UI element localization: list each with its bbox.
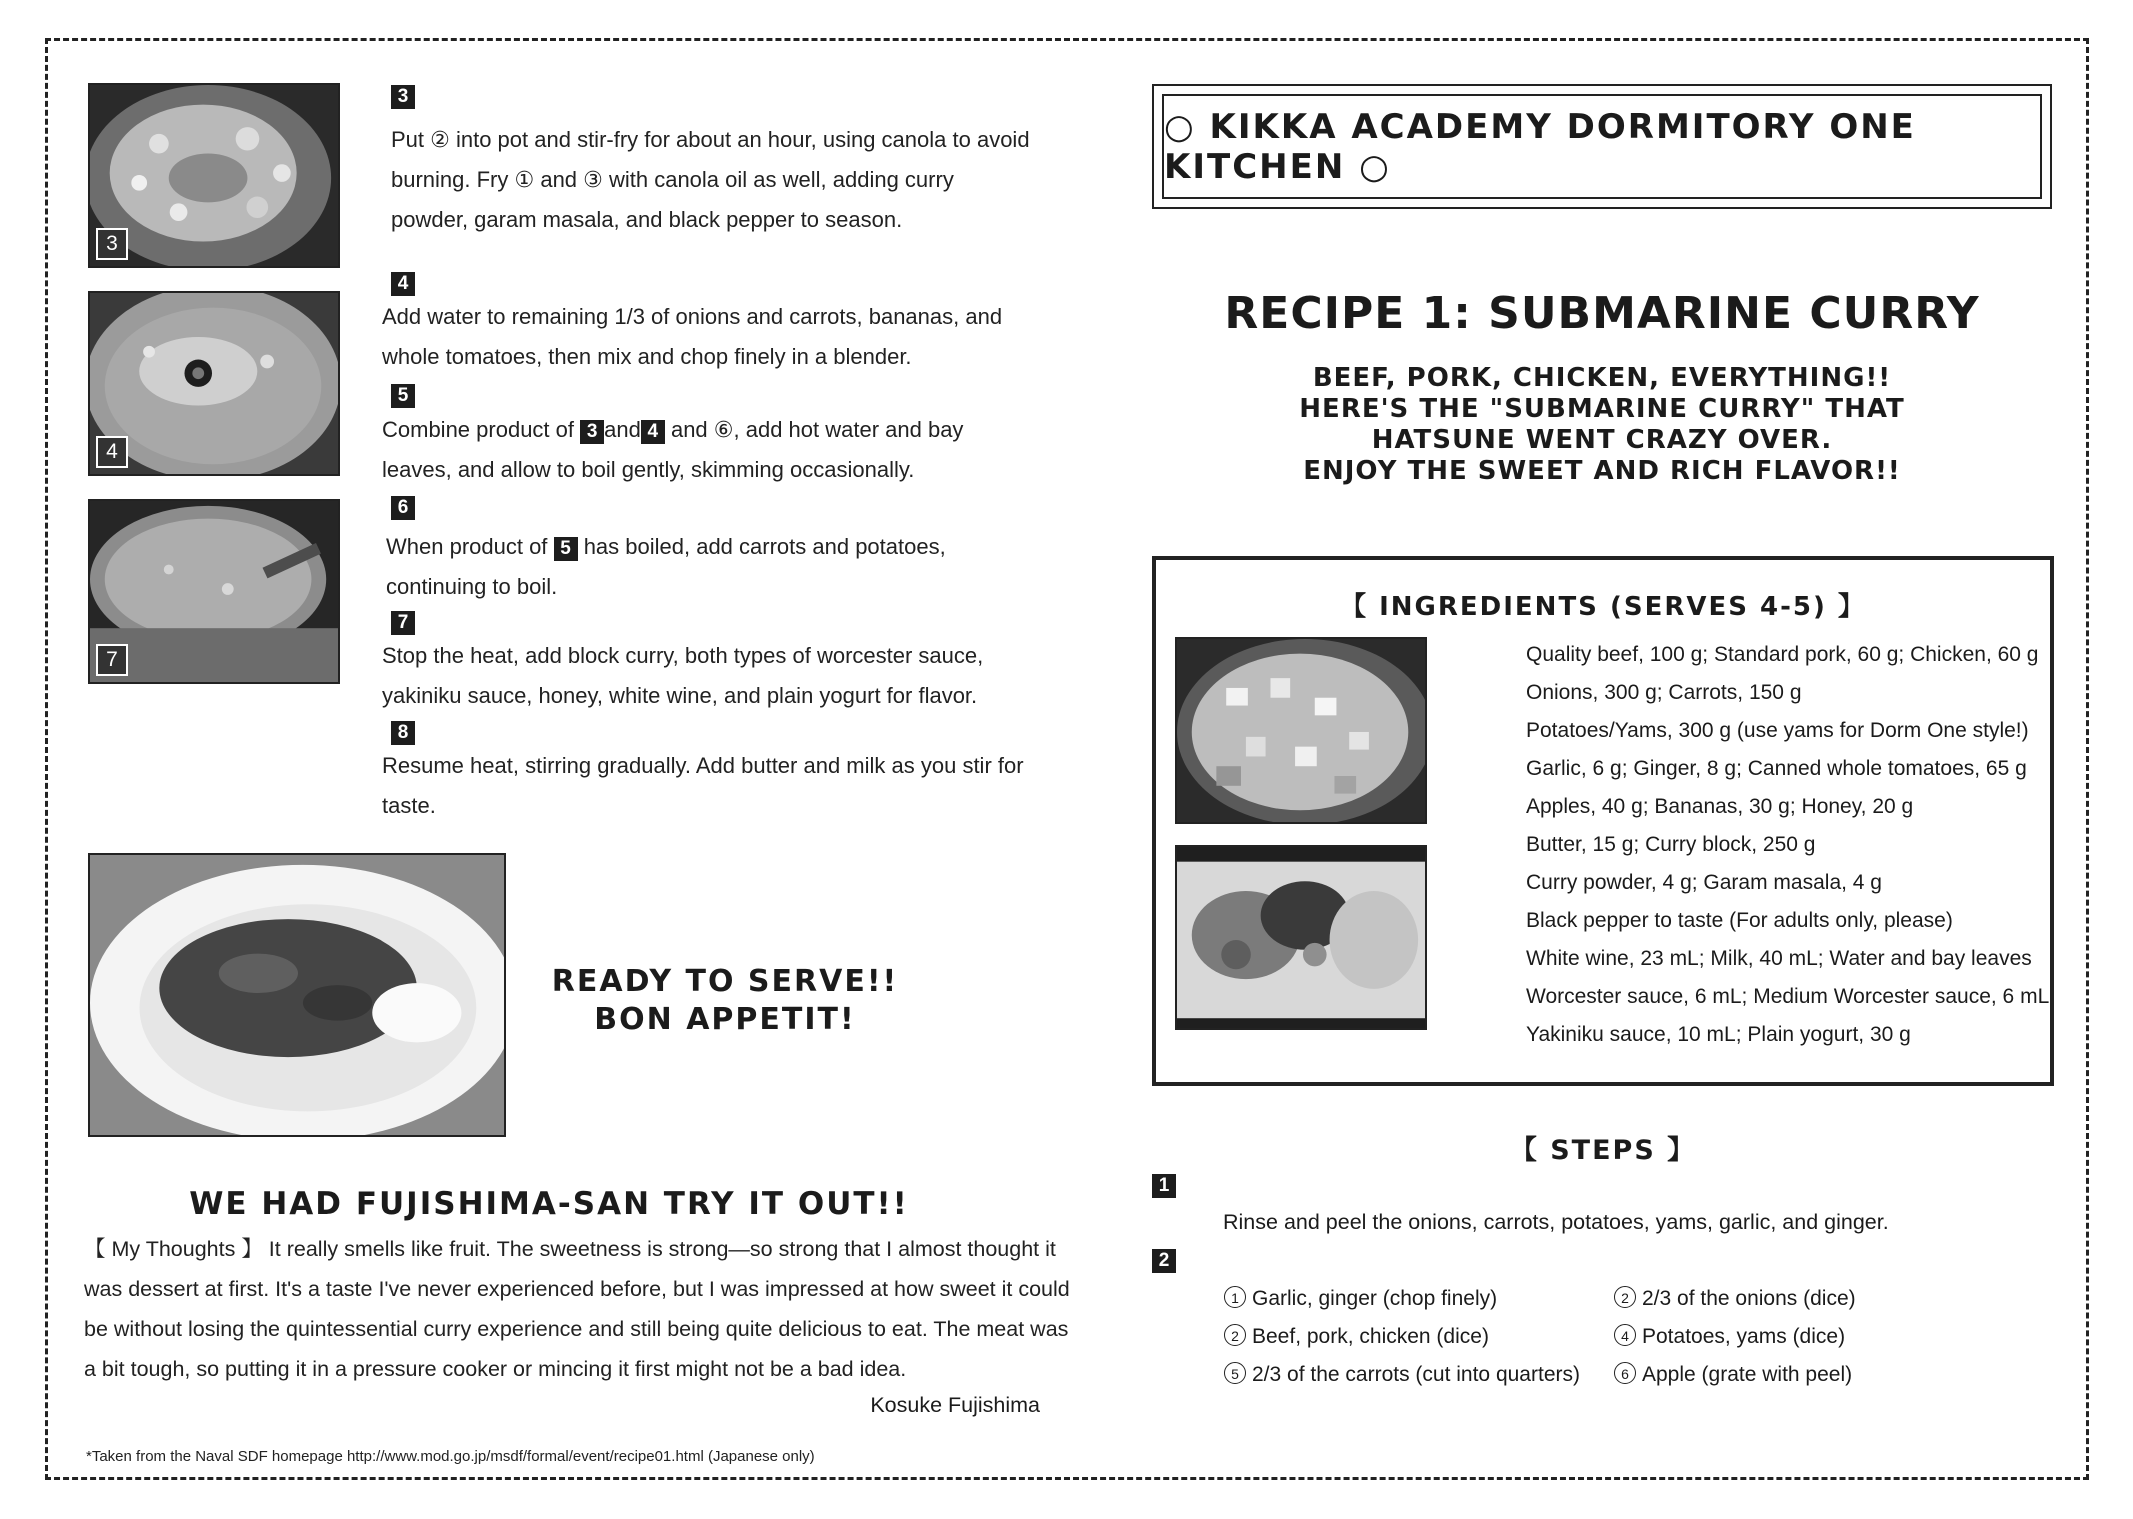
serve-line-2: BON APPETIT! — [594, 1002, 856, 1037]
step-4-line: whole tomatoes, then mix and chop finely in a blender. — [382, 344, 912, 369]
step-7-line: Stop the heat, add block curry, both types of worcester sauce, — [382, 643, 984, 668]
review-heading: WE HAD FUJISHIMA-SAN TRY IT OUT!! — [189, 1186, 909, 1222]
ingredient-item: Potatoes/Yams, 300 g (use yams for Dorm One style!) — [1526, 719, 2029, 742]
circled-number: 6 — [1614, 1362, 1636, 1384]
step-4-text — [382, 297, 1062, 377]
photo-step-7 — [88, 499, 340, 684]
ingredient-item: White wine, 23 mL; Milk, 40 mL; Water and bay leaves — [1526, 947, 2032, 970]
step-5-ref-a: 3 — [580, 420, 604, 444]
review-line: be without losing the quintessential curry experience and still being quite delicious to eat. The meat was — [84, 1317, 1069, 1341]
photo-finished-curry — [88, 853, 506, 1137]
step-8-number-badge — [391, 721, 415, 745]
review-author: Kosuke Fujishima — [870, 1393, 1040, 1417]
step-7-text — [382, 636, 1082, 716]
step-3-line: Put ② into pot and stir-fry for about an hour, using canola to avoid — [391, 127, 1030, 152]
step-6-text — [386, 527, 1086, 607]
ingredient-item: Garlic, 6 g; Ginger, 8 g; Canned whole tomatoes, 65 g — [1526, 757, 2027, 780]
step-2-number-badge — [1152, 1249, 1176, 1273]
step-7-number-badge — [391, 611, 415, 635]
prep-text: Apple (grate with peel) — [1642, 1363, 1853, 1386]
ingredients-list — [1526, 636, 2049, 1054]
recipe-intro — [1152, 363, 2052, 487]
step-8-line: taste. — [382, 793, 436, 818]
kitchen-title: ○ KIKKA ACADEMY DORMITORY ONE KITCHEN ○ — [1162, 94, 2042, 199]
circled-number: 2 — [1614, 1286, 1636, 1308]
step-5-and: and — [604, 417, 641, 442]
ingredient-item: Black pepper to taste (For adults only, please) — [1526, 909, 1953, 932]
circled-number: 1 — [1224, 1286, 1246, 1308]
footnote: *Taken from the Naval SDF homepage http://www.mod.go.jp/msdf/formal/event/recipe01.html (Japanese only) — [86, 1448, 815, 1465]
step-5-pre: Combine product of — [382, 417, 574, 442]
step-3-line: powder, garam masala, and black pepper to season. — [391, 207, 903, 232]
step-4-line: Add water to remaining 1/3 of onions and carrots, bananas, and — [382, 304, 1003, 329]
photo-chopped-vegetables — [1175, 637, 1427, 824]
ingredient-item: Onions, 300 g; Carrots, 150 g — [1526, 681, 1802, 704]
review-line: was dessert at first. It's a taste I've never experienced before, but I was impressed at how sweet it could — [84, 1277, 1070, 1301]
prep-text: Beef, pork, chicken (dice) — [1252, 1325, 1489, 1348]
prep-text: Garlic, ginger (chop finely) — [1252, 1287, 1498, 1310]
prep-item — [1224, 1362, 1580, 1387]
intro-line: HATSUNE WENT CRAZY OVER. — [1371, 425, 1833, 455]
step-3-line: burning. Fry ① and ③ with canola oil as well, adding curry — [391, 167, 954, 192]
prep-item — [1614, 1286, 1856, 1311]
intro-line: HERE'S THE "SUBMARINE CURRY" THAT — [1299, 394, 1905, 424]
ingredient-item: Curry powder, 4 g; Garam masala, 4 g — [1526, 871, 1882, 894]
step-5-post: and ⑥, add hot water and bay — [664, 417, 964, 442]
review-line: a bit tough, so putting it in a pressure cooker or mincing it first might not be a bad idea. — [84, 1357, 907, 1381]
step-3-number-badge — [391, 85, 415, 109]
step-1-text: Rinse and peel the onions, carrots, potatoes, yams, garlic, and ginger. — [1223, 1210, 1889, 1234]
recipe-title: RECIPE 1: SUBMARINE CURRY — [1224, 288, 1980, 339]
step-5-line-2: leaves, and allow to boil gently, skimming occasionally. — [382, 457, 915, 482]
ingredient-item: Quality beef, 100 g; Standard pork, 60 g; Chicken, 60 g — [1526, 643, 2039, 666]
photo-step-7-label: 7 — [96, 644, 128, 676]
ingredient-item: Apples, 40 g; Bananas, 30 g; Honey, 20 g — [1526, 795, 1914, 818]
step-5-number-badge — [391, 384, 415, 408]
review-text — [84, 1229, 1070, 1389]
photo-step-3 — [88, 83, 340, 268]
step-8-number: 8 — [391, 721, 415, 745]
prep-item — [1614, 1362, 1852, 1387]
step-6-post: has boiled, add carrots and potatoes, — [583, 534, 946, 559]
step-1-number: 1 — [1152, 1174, 1176, 1198]
step-6-line-2: continuing to boil. — [386, 574, 558, 599]
step-6-ref: 5 — [554, 537, 578, 561]
serve-line-1: READY TO SERVE!! — [551, 964, 899, 999]
photo-step-4-label: 4 — [96, 436, 128, 468]
step-4-number-badge — [391, 272, 415, 296]
prep-text: 2/3 of the onions (dice) — [1642, 1287, 1856, 1310]
photo-step-3-label: 3 — [96, 228, 128, 260]
prep-text: 2/3 of the carrots (cut into quarters) — [1252, 1363, 1580, 1386]
ingredients-heading: 【 INGREDIENTS (SERVES 4-5) 】 — [1340, 592, 1866, 622]
intro-line: ENJOY THE SWEET AND RICH FLAVOR!! — [1303, 456, 1901, 486]
circled-number: 4 — [1614, 1324, 1636, 1346]
intro-line: BEEF, PORK, CHICKEN, EVERYTHING!! — [1312, 363, 1892, 393]
step-5-number: 5 — [391, 384, 415, 408]
step-5-text — [382, 410, 1082, 490]
ingredient-item: Worcester sauce, 6 mL; Medium Worcester sauce, 6 mL — [1526, 985, 2050, 1008]
steps-heading: 【 STEPS 】 — [1509, 1135, 1697, 1166]
photo-raw-meat — [1175, 845, 1427, 1030]
step-6-number-badge — [391, 496, 415, 520]
step-7-line: yakiniku sauce, honey, white wine, and plain yogurt for flavor. — [382, 683, 978, 708]
step-3-text — [391, 120, 1071, 240]
review-line: 【 My Thoughts 】 It really smells like fruit. The sweetness is strong—so strong that I almost thought it — [84, 1237, 1056, 1261]
step-6-pre: When product of — [386, 534, 548, 559]
step-1-number-badge — [1152, 1174, 1176, 1198]
prep-item — [1224, 1324, 1489, 1349]
prep-text: Potatoes, yams (dice) — [1642, 1325, 1846, 1348]
step-7-number: 7 — [391, 611, 415, 635]
step-8-line: Resume heat, stirring gradually. Add butter and milk as you stir for — [382, 753, 1024, 778]
step-8-text — [382, 746, 1082, 826]
kitchen-title-box — [1152, 84, 2052, 209]
photo-step-4 — [88, 291, 340, 476]
circled-number: 2 — [1224, 1324, 1246, 1346]
ingredient-item: Butter, 15 g; Curry block, 250 g — [1526, 833, 1816, 856]
step-3-number: 3 — [391, 85, 415, 109]
step-5-ref-b: 4 — [641, 420, 665, 444]
ingredient-item: Yakiniku sauce, 10 mL; Plain yogurt, 30 g — [1526, 1023, 1911, 1046]
circled-number: 5 — [1224, 1362, 1246, 1384]
ready-to-serve-caption — [540, 963, 910, 1039]
prep-item — [1614, 1324, 1845, 1349]
step-6-number: 6 — [391, 496, 415, 520]
prep-item — [1224, 1286, 1497, 1311]
step-2-number: 2 — [1152, 1249, 1176, 1273]
step-4-number: 4 — [391, 272, 415, 296]
